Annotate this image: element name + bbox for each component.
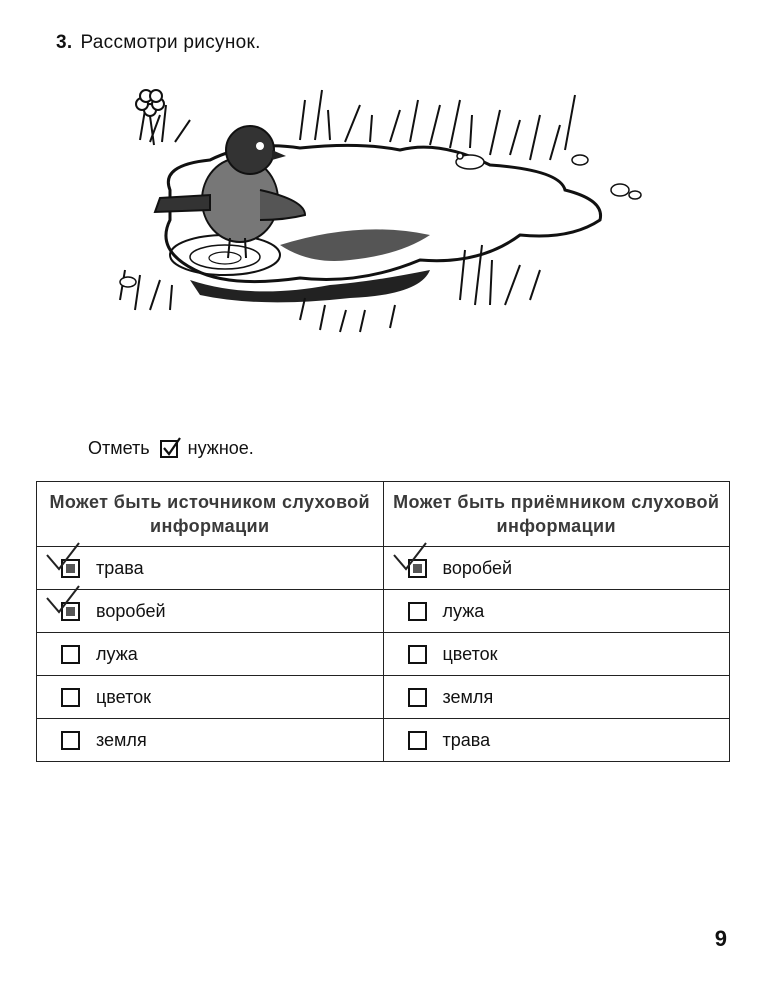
checkbox-receiver-0[interactable] xyxy=(408,559,427,578)
checkbox-source-1[interactable] xyxy=(61,602,80,621)
answer-table xyxy=(36,481,730,762)
option-source-1[interactable] xyxy=(37,590,383,632)
option-source-4[interactable] xyxy=(37,719,383,761)
header-source: Может быть источником слуховой информации xyxy=(37,482,384,547)
instruction-text-after: нужное. xyxy=(187,438,254,458)
table-row xyxy=(37,590,730,633)
option-label: земля xyxy=(96,729,147,750)
option-receiver-1[interactable] xyxy=(384,590,730,632)
header-receiver: Может быть приёмником слуховой информации xyxy=(383,482,730,547)
option-label: цветок xyxy=(442,643,498,664)
table-row xyxy=(37,547,730,590)
checkbox-source-3[interactable] xyxy=(61,688,80,707)
checkbox-source-4[interactable] xyxy=(61,731,80,750)
option-label: воробей xyxy=(96,600,166,621)
checkbox-receiver-3[interactable] xyxy=(408,688,427,707)
option-source-3[interactable] xyxy=(37,676,383,718)
table-row xyxy=(37,719,730,762)
option-label: трава xyxy=(96,557,144,578)
option-label: воробей xyxy=(442,557,513,578)
checkbox-receiver-1[interactable] xyxy=(408,602,427,621)
option-label: лужа xyxy=(442,600,485,621)
table-header-row xyxy=(37,482,730,547)
option-receiver-3[interactable] xyxy=(384,676,730,718)
task-title-text: Рассмотри рисунок. xyxy=(80,32,261,53)
checkbox-receiver-4[interactable] xyxy=(408,731,427,750)
frog-icon xyxy=(456,153,484,169)
instruction-text-before: Отметь xyxy=(88,438,150,458)
checkbox-receiver-2[interactable] xyxy=(408,645,427,664)
checkbox-source-2[interactable] xyxy=(61,645,80,664)
option-receiver-0[interactable] xyxy=(384,547,730,589)
task-title xyxy=(56,32,261,54)
option-source-2[interactable] xyxy=(37,633,383,675)
option-receiver-4[interactable] xyxy=(384,719,730,761)
option-source-0[interactable] xyxy=(37,547,383,589)
table-row xyxy=(37,633,730,676)
task-number: 3. xyxy=(56,32,73,53)
instruction xyxy=(88,438,254,459)
table-row xyxy=(37,676,730,719)
illustration xyxy=(100,70,670,360)
checkbox-source-0[interactable] xyxy=(61,559,80,578)
option-label: земля xyxy=(442,686,494,707)
option-label: цветок xyxy=(96,686,152,707)
option-label: трава xyxy=(442,729,491,750)
page-number: 9 xyxy=(714,926,727,951)
option-label: лужа xyxy=(96,643,138,664)
option-receiver-2[interactable] xyxy=(384,633,730,675)
checkbox-checked-icon xyxy=(160,440,178,458)
